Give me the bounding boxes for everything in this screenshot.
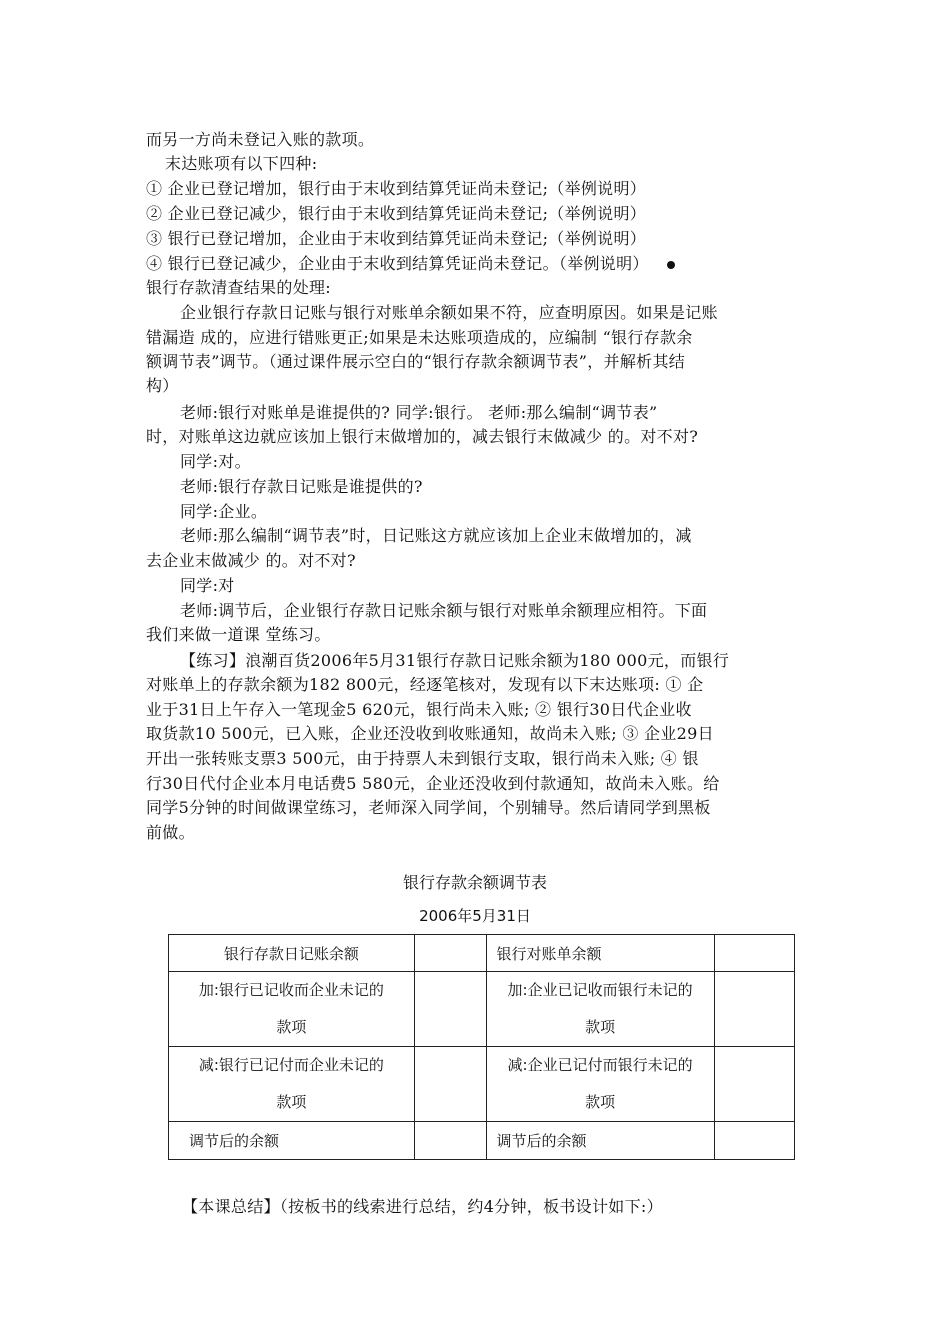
dialogue-line: 老师:银行对账单是谁提供的? 同学:银行。 老师:那么编制“调节表” [180, 403, 658, 422]
table-row [169, 1122, 795, 1160]
cell-line: 加:企业已记收而银行未记的 [507, 981, 693, 999]
table-cell-empty [714, 1122, 794, 1160]
table-cell [486, 972, 714, 1047]
summary-line: 【本课总结】（按板书的线索进行总结，约4分钟，板书设计如下:） [182, 1197, 663, 1216]
cell-line: 减:企业已记付而银行未记的 [507, 1056, 693, 1074]
dialogue-line: 我们来做一道课 堂练习。 [146, 625, 331, 644]
exercise-line: 开出一张转账支票3 500元，由于持票人未到银行支取，银行尚未入账; ④ 银 [146, 749, 699, 768]
reconciliation-table [168, 934, 795, 1160]
list-item: ② 企业已登记减少，银行由于末收到结算凭证尚未登记;（举例说明） [146, 204, 647, 223]
table-title: 银行存款余额调节表 [402, 873, 547, 892]
cell-line: 减:银行已记付而企业未记的 [198, 1056, 384, 1074]
section-heading: 银行存款清查结果的处理: [146, 278, 331, 297]
exercise-line: 对账单上的存款余额为182 800元，经逐笔核对，发现有以下末达账项: ① 企 [146, 675, 704, 694]
table-date: 2006年5月31日 [419, 907, 531, 925]
dialogue-line: 同学:对。 [180, 452, 251, 471]
table-cell: 调节后的余额 [486, 1122, 714, 1160]
list-item [146, 252, 806, 276]
dialogue-line: 同学:企业。 [180, 502, 268, 521]
table-cell-empty [414, 972, 486, 1047]
text-line: 额调节表”调节。（通过课件展示空白的“银行存款余额调节表”，并解析其结 [146, 352, 686, 371]
text-line: 构） [146, 376, 179, 395]
list-item: ① 企业已登记增加，银行由于末收到结算凭证尚未登记;（举例说明） [146, 179, 647, 198]
list-item: ③ 银行已登记增加，企业由于末收到结算凭证尚未登记;（举例说明） [146, 229, 647, 248]
table-cell [169, 972, 415, 1047]
text-line: 错漏造 成的，应进行错账更正;如果是未达账项造成的，应编制 “银行存款余 [146, 328, 693, 347]
dialogue-line: 时，对账单这边就应该加上银行末做增加的，减去银行末做减少 的。对不对? [146, 427, 699, 446]
table-cell-empty [414, 1047, 486, 1122]
exercise-line: 同学5分钟的时间做课堂练习，老师深入同学间，个别辅导。然后请同学到黑板 [146, 798, 711, 817]
table-cell: 银行对账单余额 [486, 935, 714, 972]
table-row [169, 972, 795, 1047]
table-cell: 调节后的余额 [169, 1122, 415, 1160]
text-line: 企业银行存款日记账与银行对账单余额如果不符，应查明原因。如果是记账 [180, 303, 718, 322]
table-cell [486, 1047, 714, 1122]
text-line: 末达账项有以下四种: [165, 154, 318, 173]
table-cell [169, 1047, 415, 1122]
cell-line: 款项 [585, 1093, 616, 1111]
cell-line: 款项 [276, 1093, 307, 1111]
dialogue-line: 老师:银行存款日记账是谁提供的? [180, 477, 423, 496]
table-cell-empty [714, 1047, 794, 1122]
table-cell-empty [414, 935, 486, 972]
cell-line: 款项 [585, 1018, 616, 1036]
dialogue-line: 同学:对 [180, 576, 235, 595]
exercise-line: 取货款10 500元，已入账，企业还没收到收账通知，故尚未入账; ③ 企业29日 [146, 724, 714, 743]
exercise-line: 业于31日上午存入一笔现金5 620元，银行尚未入账; ② 银行30日代企业收 [146, 700, 692, 719]
list-item-text: ④ 银行已登记减少，企业由于末收到结算凭证尚未登记。（举例说明） [146, 254, 649, 273]
exercise-line: 行30日代付企业本月电话费5 580元，企业还没收到付款通知，故尚未入账。给 [146, 774, 720, 793]
cell-line: 加:银行已记收而企业未记的 [198, 981, 384, 999]
dialogue-line: 老师:调节后，企业银行存款日记账余额与银行对账单余额理应相符。下面 [180, 601, 708, 620]
table-cell-empty [714, 972, 794, 1047]
table-row [169, 935, 795, 972]
dialogue-line: 去企业末做减少 的。对不对? [146, 551, 356, 570]
dialogue-line: 老师:那么编制“调节表”时，日记账这方就应该加上企业末做增加的，减 [180, 526, 692, 545]
table-cell-empty [714, 935, 794, 972]
table-cell: 银行存款日记账余额 [169, 935, 415, 972]
exercise-line: 【练习】浪潮百货2006年5月31银行存款日记账余额为180 000元，而银行 [180, 651, 730, 670]
table-row [169, 1047, 795, 1122]
exercise-line: 前做。 [146, 823, 195, 842]
text-line: 而另一方尚未登记入账的款项。 [146, 130, 375, 149]
bullet-icon [667, 261, 675, 269]
cell-line: 款项 [276, 1018, 307, 1036]
table-cell-empty [414, 1122, 486, 1160]
